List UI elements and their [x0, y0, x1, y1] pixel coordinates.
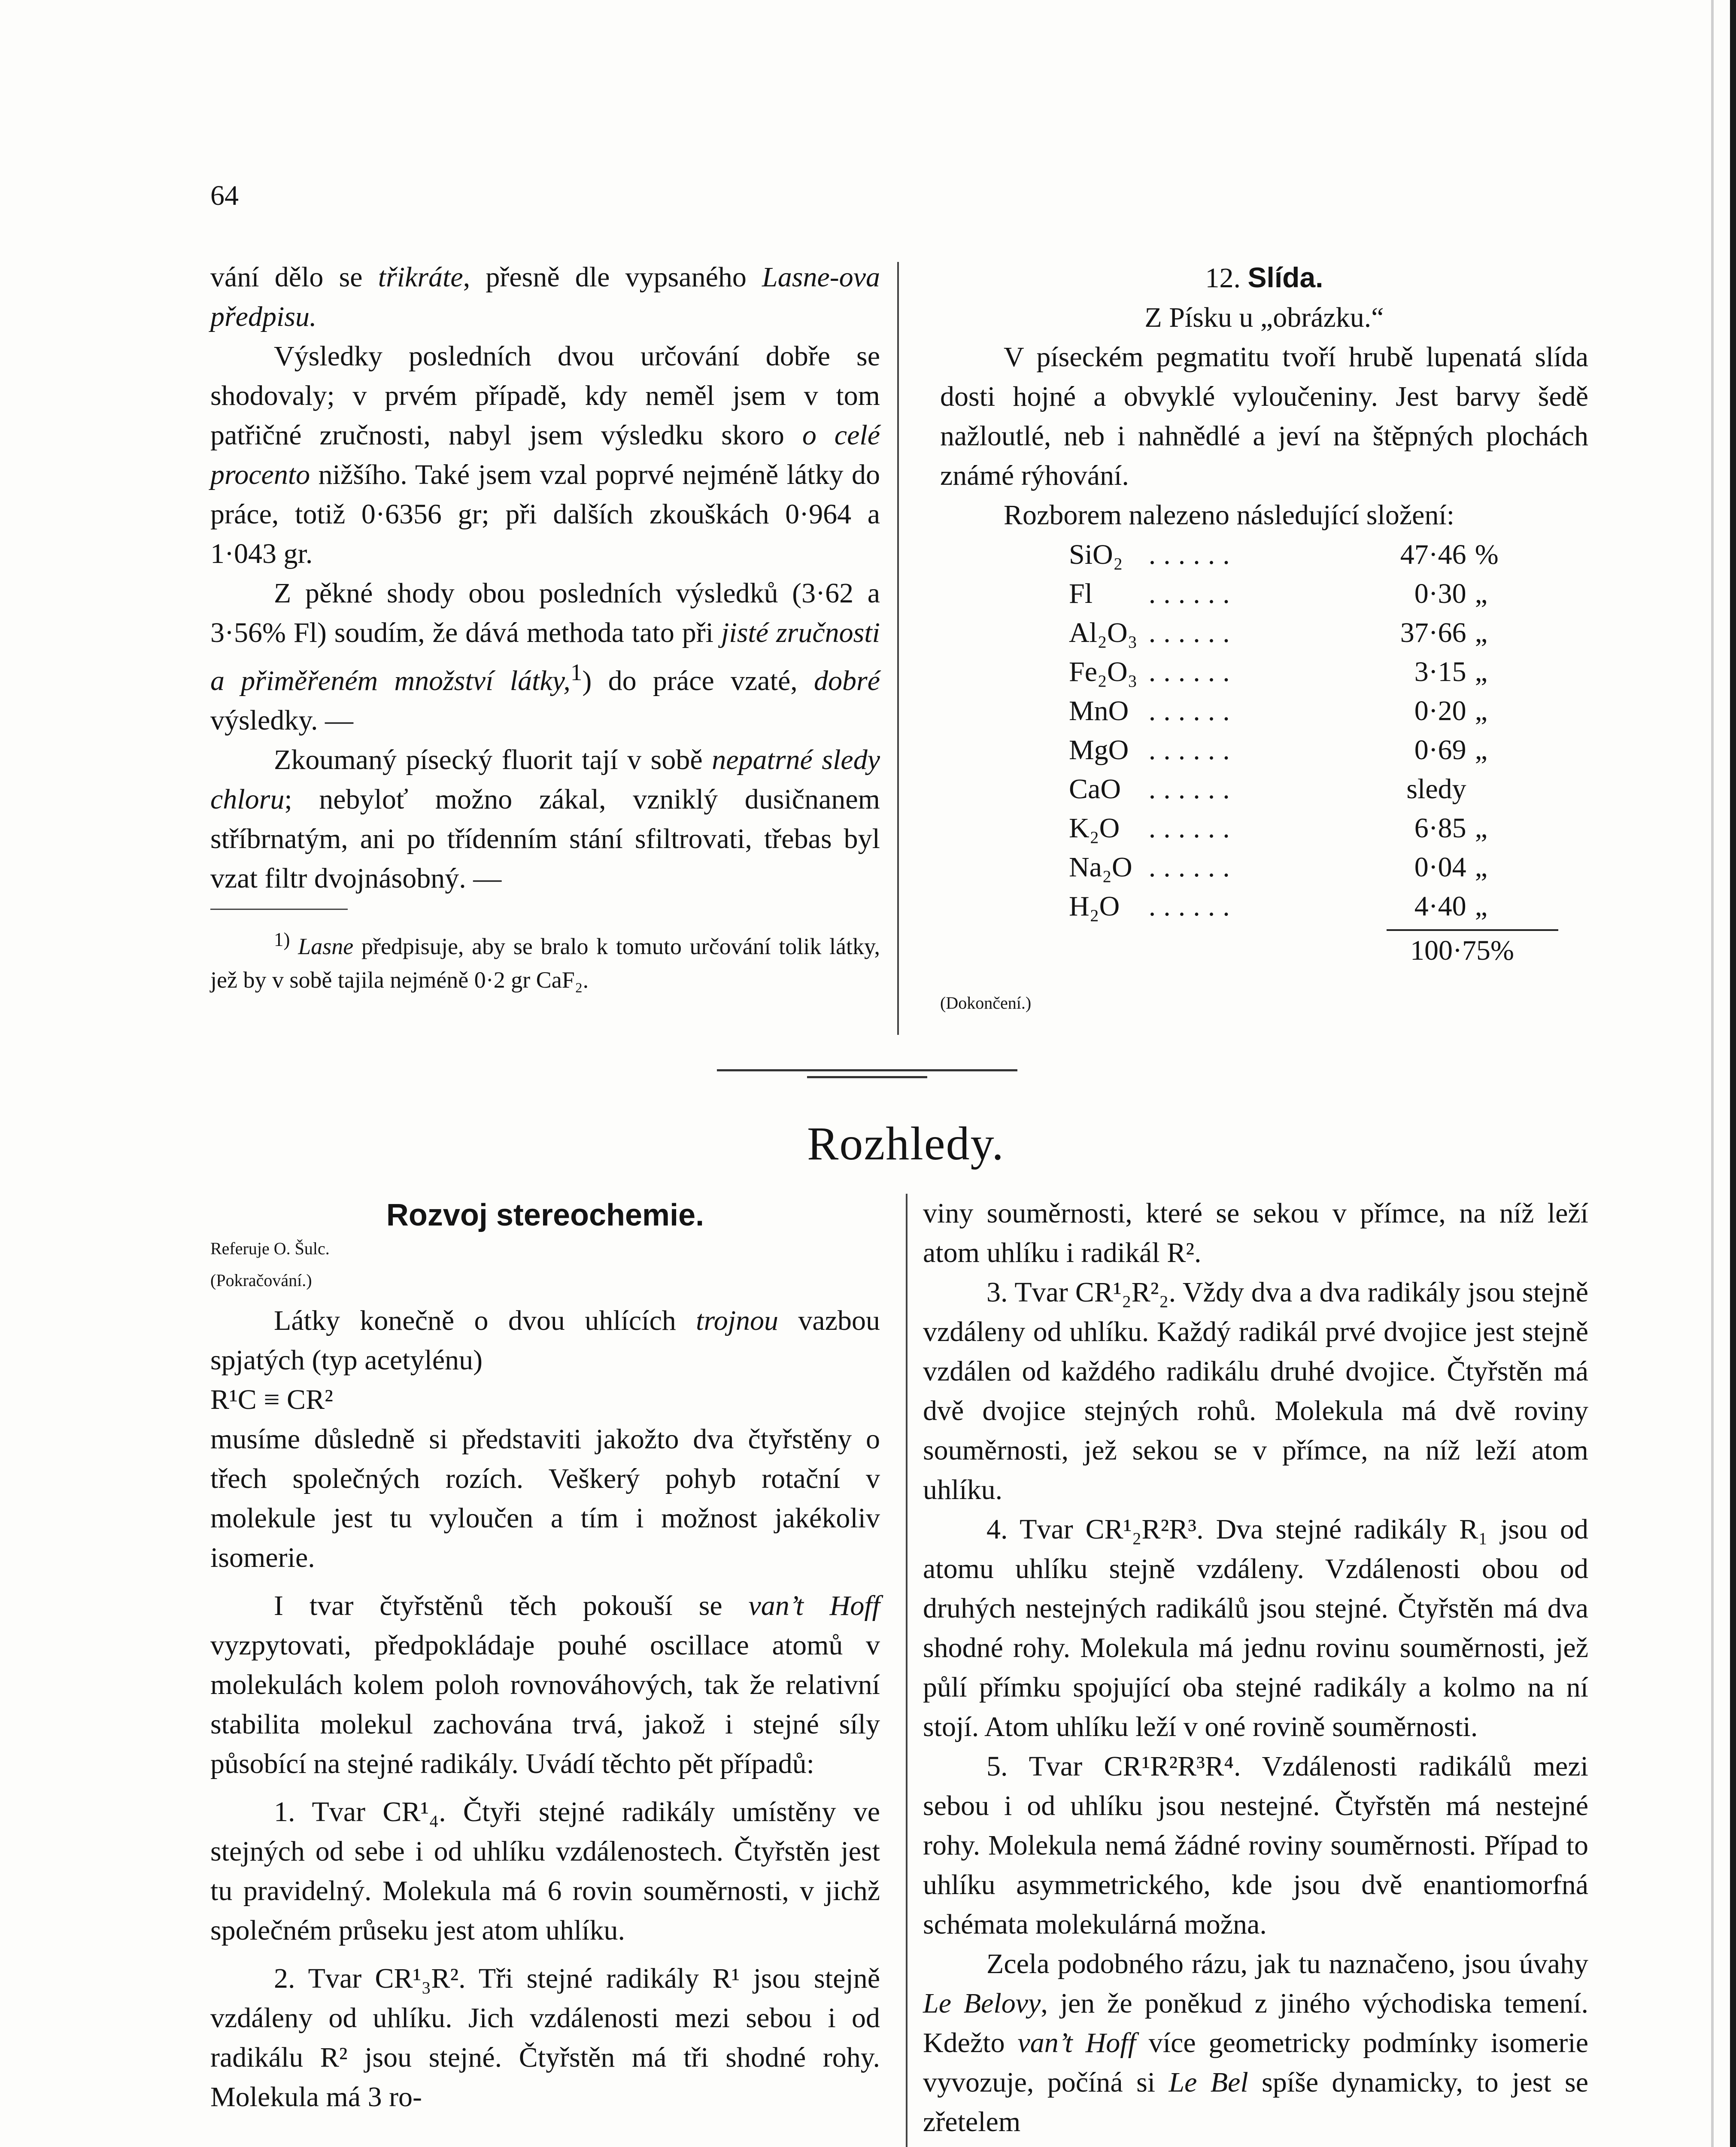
leader-dots: ......	[1148, 891, 1238, 922]
unit-cell: „	[1475, 852, 1487, 883]
paragraph: Výsledky posledních dvou určování dobře se shodovaly; v prvém případě, kdy neměl jsem v tom patřičné zručnosti, nabyl jsem výsledku skoro o celé procento nižšího. Také jsem vzal poprvé nejméně látky do práce, totiž 0·6356 gr; při dalších zkouškách 0·964 a 1·043 gr.	[210, 341, 880, 569]
composition-table	[1069, 535, 1501, 926]
value-cell: 4·40	[1414, 891, 1466, 922]
unit-cell: %	[1475, 539, 1499, 570]
value-cell: 6·85	[1414, 812, 1466, 844]
total: 100·75%	[1410, 935, 1514, 966]
compound-cell: K₂O	[1069, 812, 1120, 844]
table-row	[1069, 652, 1501, 691]
paragraph: musíme důsledně si představiti jakožto dva čtyřstěny o třech společných rozích. Veškerý pohyb rotační v molekule jest tu vyloučen a tím i možnost jakékoliv isomerie.	[210, 1423, 880, 1573]
paragraph: Látky konečně o dvou uhlících trojnou vazbou spjatých (typ acetylénu)	[210, 1305, 880, 1376]
section-title: Rozhledy.	[807, 1117, 1005, 1170]
table-row	[1069, 535, 1501, 574]
value-cell: 0·30	[1414, 578, 1466, 609]
page-number: 64	[210, 180, 239, 211]
paragraph: viny souměrnosti, které se sekou v přímce, na níž leží atom uhlíku i radikál R².	[923, 1198, 1588, 1268]
compound-cell: MnO	[1069, 695, 1129, 727]
leader-dots: ......	[1148, 852, 1238, 883]
value-cell: 37·66	[1400, 617, 1466, 648]
bottom-right-column	[923, 1194, 1588, 2142]
subheading: Z Písku u „obrázku.“	[1144, 302, 1384, 333]
bottom-left-column	[210, 1194, 880, 2117]
table-row	[1069, 769, 1501, 809]
unit-cell: „	[1475, 734, 1487, 766]
table-row	[1069, 691, 1501, 730]
leader-dots: ......	[1148, 812, 1238, 844]
leader-dots: ......	[1148, 656, 1238, 687]
value-cell: sledy	[1406, 773, 1466, 805]
concluded-note: (Dokončení.)	[940, 993, 1032, 1013]
column-divider	[897, 262, 899, 1035]
table-row	[1069, 574, 1501, 613]
compound-cell: SiO₂	[1069, 539, 1123, 570]
unit-cell: „	[1475, 891, 1487, 922]
top-left-column	[210, 258, 880, 997]
paragraph: Z pěkné shody obou posledních výsledků (3·62 a 3·56% Fl) soudím, že dává methoda tato při jisté zručnosti a přiměřeném množství látky,$^1$) do práce vzaté, dobré výsledky. —	[210, 578, 880, 736]
list-item: 4. Tvar CR¹₂R²R³. Dva stejné radikály R₁ jsou od atomu uhlíku stejně vzdáleny. Vzdálenosti obou od druhých nestejných radikálů jsou stejné. Čtyřstěn má dva shodné rohy. Molekula má jednu rovinu souměrnosti, jež půlí přímku spojující oba stejné radikály a kolmo na ní stojí. Atom uhlíku leží v oné rovině souměrnosti.	[923, 1514, 1588, 1743]
compound-cell: Fe₂O₃	[1069, 656, 1138, 687]
compound-cell: MgO	[1069, 734, 1129, 766]
article-title: Rozvoj stereochemie.	[386, 1198, 704, 1232]
list-item: 5. Tvar CR¹R²R³R⁴. Vzdálenosti radikálů mezi sebou i od uhlíku jsou nestejné. Čtyřstěn má nestejné rohy. Molekula nemá žádné roviny souměrnosti. Případ to uhlíku asymmetrického, kde jsou dvě enantiomorfná schémata molekulárná možna.	[923, 1751, 1588, 1940]
table-row	[1069, 887, 1501, 926]
continued-note: (Pokračování.)	[210, 1271, 312, 1290]
table-row	[1069, 848, 1501, 887]
list-item: 3. Tvar CR¹₂R²₂. Vždy dva a dva radikály jsou stejně vzdáleny od uhlíku. Každý radikál prvé dvojice jest stejně vzdálen od každého radikálu druhé dvojice. Čtyřstěn má dvě dvojice stejných rohů. Molekula má dvě roviny souměrnosti, jež sekou se v přímce, na níž leží atom uhlíku.	[923, 1277, 1588, 1505]
footnote: $^{1)}$ Lasne předpisuje, aby se bralo k tomuto určování tolik látky, jež by v sobě tajila nejméně 0·2 gr CaF₂.	[210, 929, 880, 993]
section-heading: 12. Slída.	[1205, 262, 1323, 294]
value-cell: 0·69	[1414, 734, 1466, 766]
leader-dots: ......	[1148, 734, 1238, 766]
paragraph: vání dělo se třikráte, přesně dle vypsaného Lasne-ova předpisu.	[210, 262, 880, 332]
table-intro: Rozborem nalezeno následující složení:	[1004, 499, 1455, 531]
unit-cell: „	[1475, 656, 1487, 687]
leader-dots: ......	[1148, 578, 1238, 609]
leader-dots: ......	[1148, 617, 1238, 648]
unit-cell: „	[1475, 812, 1487, 844]
list-item: 2. Tvar CR¹₃R². Tři stejné radikály R¹ jsou stejně vzdáleny od uhlíku. Jich vzdálenosti mezi sebou i od radikálu R² jsou stejné. Čtyřstěn má tři shodné rohy. Molekula má 3 ro-	[210, 1963, 880, 2113]
list-item: 1. Tvar CR¹₄. Čtyři stejné radikály umístěny ve stejných od sebe i od uhlíku vzdálenostech. Čtyřstěn jest tu pravidelný. Molekula má 6 rovin souměrnosti, v jichž společném průseku jest atom uhlíku.	[210, 1796, 880, 1946]
article-author: Referuje O. Šulc.	[210, 1239, 330, 1258]
paragraph: V píseckém pegmatitu tvoří hrubě lupenatá slída dosti hojné a obvyklé vyloučeniny. Jest barvy šedě nažloutlé, neb i nahnědlé a jeví na štěpných plochách známé rýhování.	[940, 341, 1588, 491]
leader-dots: ......	[1148, 539, 1238, 570]
paragraph: I tvar čtyřstěnů těch pokouší se van’t Hoff vyzpytovati, předpokládaje pouhé oscillace atomů v molekulách kolem poloh rovnováhových, tak že relativní stabilita molekul zachována trvá, jakož i stejné síly působící na stejné radikály. Uvádí těchto pět případů:	[210, 1590, 880, 1779]
paragraph: Zkoumaný písecký fluorit tají v sobě nepatrné sledy chloru; nebyloť možno zákal, vzniklý dusičnanem stříbrnatým, ani po třídenním stání sfiltrovati, třebas byl vzat filtr dvojnásobný. —	[210, 744, 880, 894]
compound-cell: H₂O	[1069, 891, 1120, 922]
paragraph: Zcela podobného rázu, jak tu naznačeno, jsou úvahy Le Belovy, jen že poněkud z jiného východiska temení. Kdežto van’t Hoff více geometricky podmínky isomerie vyvozuje, počíná si Le Bel spíše dynamicky, to jest se zřetelem	[923, 1948, 1589, 2138]
unit-cell: „	[1475, 695, 1487, 727]
leader-dots: ......	[1148, 773, 1238, 805]
column-divider	[906, 1194, 907, 2147]
value-cell: 0·04	[1414, 852, 1466, 883]
footnote-rule	[210, 909, 348, 910]
value-cell: 47·46	[1400, 539, 1466, 570]
unit-cell	[1475, 769, 1501, 809]
compound-cell: Al₂O₃	[1069, 617, 1138, 648]
page-edge-line	[1711, 0, 1714, 2147]
section-separator	[807, 1076, 927, 1078]
formula: R¹C ≡ CR²	[210, 1384, 333, 1415]
unit-cell: „	[1475, 578, 1487, 609]
section-separator	[717, 1069, 1017, 1071]
compound-cell: Na₂O	[1069, 852, 1132, 883]
page-edge-shadow	[1730, 0, 1736, 2147]
value-cell: 0·20	[1414, 695, 1466, 727]
leader-dots: ......	[1148, 695, 1238, 727]
top-right-column	[940, 258, 1588, 1023]
table-row	[1069, 730, 1501, 769]
table-row	[1069, 613, 1501, 652]
compound-cell: CaO	[1069, 773, 1121, 805]
unit-cell: „	[1475, 617, 1487, 648]
compound-cell: Fl	[1069, 578, 1093, 609]
value-cell: 3·15	[1414, 656, 1466, 687]
table-row	[1069, 809, 1501, 848]
